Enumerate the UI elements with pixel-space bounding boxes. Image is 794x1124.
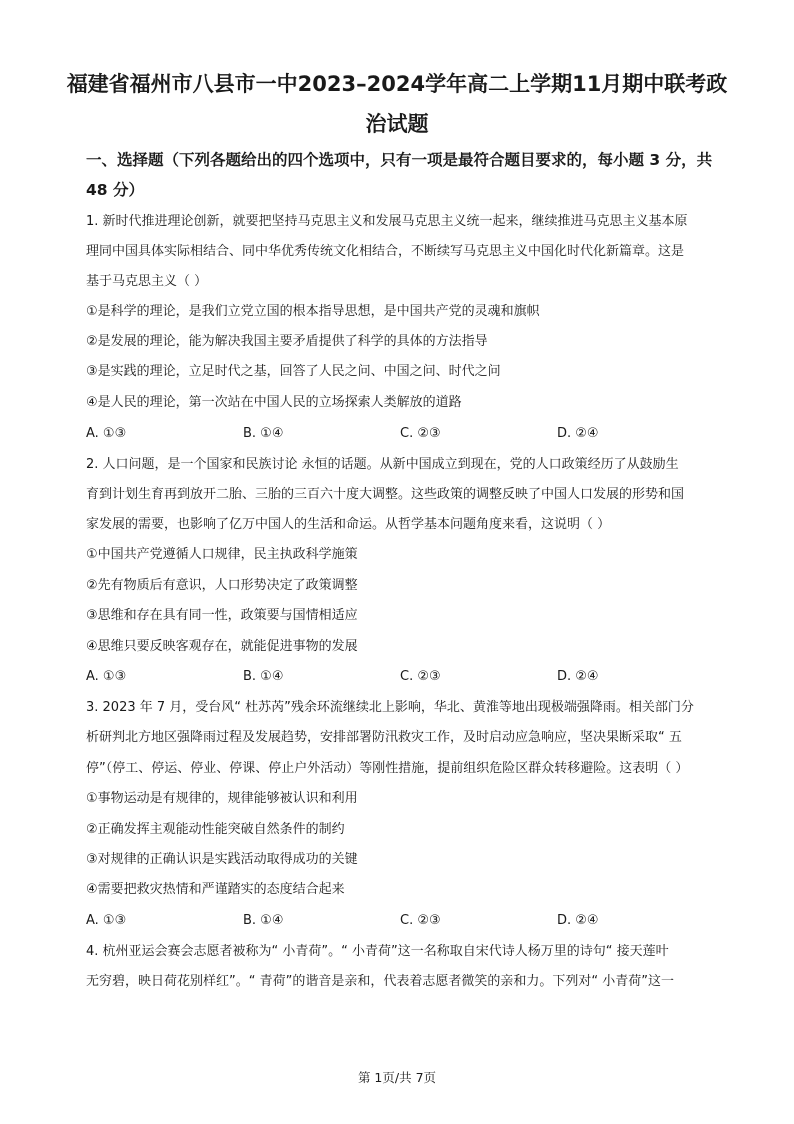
question-2-option-b: B. ①④: [243, 669, 284, 684]
question-3-stem-line-1: 3. 2023 年 7 月，受台风“ 杜苏芮”残余环流继续北上影响，华北、黄淮等地出现极端强降雨。相关部门分: [86, 700, 694, 715]
question-3-item-3: ③对规律的正确认识是实践活动取得成功的关键: [86, 852, 358, 867]
question-3-option-b: B. ①④: [243, 913, 284, 928]
question-1-option-b: B. ①④: [243, 426, 284, 441]
document-title-line-1: 福建省福州市八县市一中2023–2024学年高二上学期11月期中联考政: [66, 72, 728, 96]
question-2-stem-line-3: 家发展的需要，也影响了亿万中国人的生活和命运。从哲学基本问题角度来看，这说明（ ）: [86, 517, 611, 532]
question-1-stem-line-2: 理同中国具体实际相结合、同中华优秀传统文化相结合，不断续写马克思主义中国化时代化新篇章。这是: [86, 244, 685, 259]
question-1-option-c: C. ②③: [400, 426, 441, 441]
question-1-item-1: ①是科学的理论，是我们立党立国的根本指导思想，是中国共产党的灵魂和旗帜: [86, 304, 540, 319]
question-1-item-2: ②是发展的理论，能为解决我国主要矛盾提供了科学的具体的方法指导: [86, 334, 488, 349]
question-4-stem-line-2: 无穷碧，映日荷花别样红”。“ 青荷”的谐音是亲和，代表着志愿者微笑的亲和力。下列对“ 小青荷”这一: [86, 974, 674, 989]
question-2-item-2: ②先有物质后有意识，人口形势决定了政策调整: [86, 578, 358, 593]
question-2-stem-line-2: 育到计划生育再到放开二胎、三胎的三百六十度大调整。这些政策的调整反映了中国人口发展的形势和国: [86, 487, 685, 502]
question-3-stem-line-3: 停”（停工、停运、停业、停课、停止户外活动）等刚性措施，提前组织危险区群众转移避险。这表明（ ）: [86, 761, 689, 776]
question-2-stem-line-1: 2. 人口问题，是一个国家和民族讨论 永恒的话题。从新中国成立到现在，党的人口政策经历了从鼓励生: [86, 457, 679, 472]
question-2-item-1: ①中国共产党遵循人口规律，民主执政科学施策: [86, 547, 358, 562]
question-1-option-d: D. ②④: [557, 426, 599, 441]
question-3-option-d: D. ②④: [557, 913, 599, 928]
question-1-stem-line-3: 基于马克思主义（ ）: [86, 274, 208, 289]
question-2-option-d: D. ②④: [557, 669, 599, 684]
question-3-option-a: A. ①③: [86, 913, 127, 928]
question-3-option-c: C. ②③: [400, 913, 441, 928]
question-2-option-c: C. ②③: [400, 669, 441, 684]
question-1-item-4: ④是人民的理论，第一次站在中国人民的立场探索人类解放的道路: [86, 395, 462, 410]
question-3-item-1: ①事物运动是有规律的，规律能够被认识和利用: [86, 791, 358, 806]
document-title-line-2: 治试题: [365, 112, 429, 136]
question-4-stem-line-1: 4. 杭州亚运会赛会志愿者被称为“ 小青荷”。“ 小青荷”这一名称取自宋代诗人杨万里的诗句“ 接天莲叶: [86, 944, 669, 959]
question-3-stem-line-2: 析研判北方地区强降雨过程及发展趋势，安排部署防汛救灾工作，及时启动应急响应，坚决果断采取“ 五: [86, 730, 682, 745]
question-3-item-2: ②正确发挥主观能动性能突破自然条件的制约: [86, 822, 345, 837]
section-heading-line-1: 一、选择题（下列各题给出的四个选项中，只有一项是最符合题目要求的，每小题 3 分，共: [86, 151, 713, 169]
question-2-item-4: ④思维只要反映客观存在，就能促进事物的发展: [86, 639, 358, 654]
page-footer: 第 1页/共 7页: [357, 1070, 437, 1085]
question-1-stem-line-1: 1. 新时代推进理论创新，就要把坚持马克思主义和发展马克思主义统一起来，继续推进马克思主义基本原: [86, 214, 688, 229]
question-2-item-3: ③思维和存在具有同一性，政策要与国情相适应: [86, 608, 358, 623]
question-1-option-a: A. ①③: [86, 426, 127, 441]
section-heading-line-2: 48 分）: [86, 181, 144, 199]
question-2-option-a: A. ①③: [86, 669, 127, 684]
question-1-item-3: ③是实践的理论，立足时代之基，回答了人民之问、中国之问、时代之问: [86, 364, 501, 379]
question-3-item-4: ④需要把救灾热情和严谨踏实的态度结合起来: [86, 882, 345, 897]
